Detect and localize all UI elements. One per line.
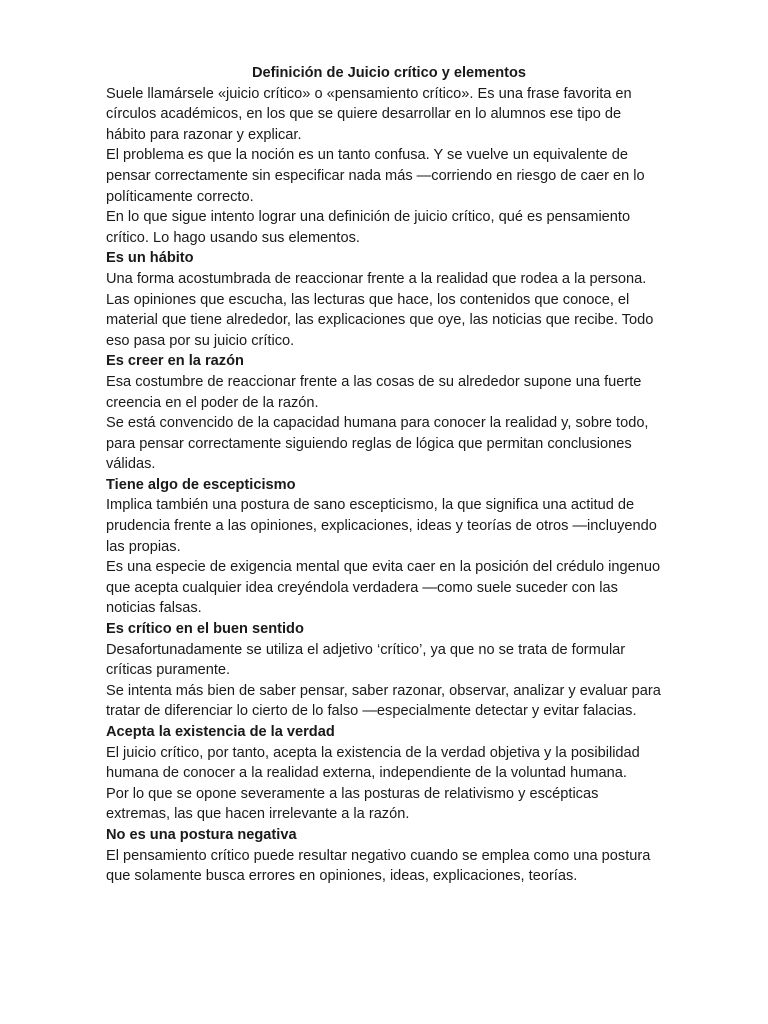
document-title: Definición de Juicio crítico y elementos bbox=[251, 65, 527, 81]
paragraph: El problema es que la noción es un tanto confusa. Y se vuelve un equivalente de pensar correctamente sin especificar nada más —corriendo en riesgo de caer en lo políticamente correcto. bbox=[106, 147, 645, 205]
section-heading: Es un hábito bbox=[106, 250, 194, 267]
paragraph: Es una especie de exigencia mental que evita caer en la posición del crédulo ingenuo que acepta cualquier idea creyéndola verdadera —como suele suceder con las noticias falsas. bbox=[106, 559, 661, 617]
section-heading: Tiene algo de escepticismo bbox=[106, 476, 296, 493]
section-heading: Acepta la existencia de la verdad bbox=[106, 724, 335, 740]
paragraph: Por lo que se opone severamente a las posturas de relativismo y escépticas extremas, las que hacen irrelevante a la razón. bbox=[106, 785, 599, 823]
paragraph: Desafortunadamente se utiliza el adjetivo ‘crítico’, ya que no se trata de formular críticas puramente. bbox=[106, 641, 626, 679]
paragraph: Esa costumbre de reaccionar frente a las cosas de su alrededor supone una fuerte creencia en el poder de la razón. bbox=[106, 373, 642, 411]
paragraph: En lo que sigue intento lograr una definición de juicio crítico, qué es pensamiento crítico. Lo hago usando sus elementos. bbox=[106, 209, 631, 246]
paragraph: Implica también una postura de sano escepticismo, la que significa una actitud de prudencia frente a las opiniones, explicaciones, ideas y teorías de otros —incluyendo las propias. bbox=[106, 497, 657, 555]
paragraph: Se está convencido de la capacidad humana para conocer la realidad y, sobre todo, para pensar correctamente siguiendo reglas de lógica que permitan conclusiones válidas. bbox=[106, 415, 649, 473]
paragraph: El juicio crítico, por tanto, acepta la existencia de la verdad objetiva y la posibilidad humana de conocer a la realidad externa, independiente de la voluntad humana. bbox=[106, 744, 640, 782]
paragraph: Una forma acostumbrada de reaccionar frente a la realidad que rodea a la persona. bbox=[106, 270, 647, 287]
section-heading: Es creer en la razón bbox=[106, 353, 244, 370]
section-heading: Es crítico en el buen sentido bbox=[106, 621, 304, 638]
paragraph: El pensamiento crítico puede resultar negativo cuando se emplea como una postura que solamente busca errores en opiniones, ideas, explicaciones, teorías. bbox=[106, 847, 651, 885]
document-page bbox=[106, 63, 662, 887]
paragraph: Se intenta más bien de saber pensar, saber razonar, observar, analizar y evaluar para tratar de diferenciar lo cierto de lo falso —especialmente detectar y evitar falacias. bbox=[106, 682, 661, 720]
section-heading: No es una postura negativa bbox=[106, 826, 297, 843]
paragraph: Las opiniones que escucha, las lecturas que hace, los contenidos que conoce, el material que tiene alrededor, las explicaciones que oye, las noticias que recibe. Todo eso pasa por su juicio crítico. bbox=[106, 291, 654, 349]
paragraph: Suele llamársele «juicio crítico» o «pensamiento crítico». Es una frase favorita en círculos académicos, en los que se quiere desarrollar en lo alumnos ese tipo de hábito para razonar y explicar. bbox=[106, 85, 632, 143]
document-body bbox=[106, 84, 662, 887]
